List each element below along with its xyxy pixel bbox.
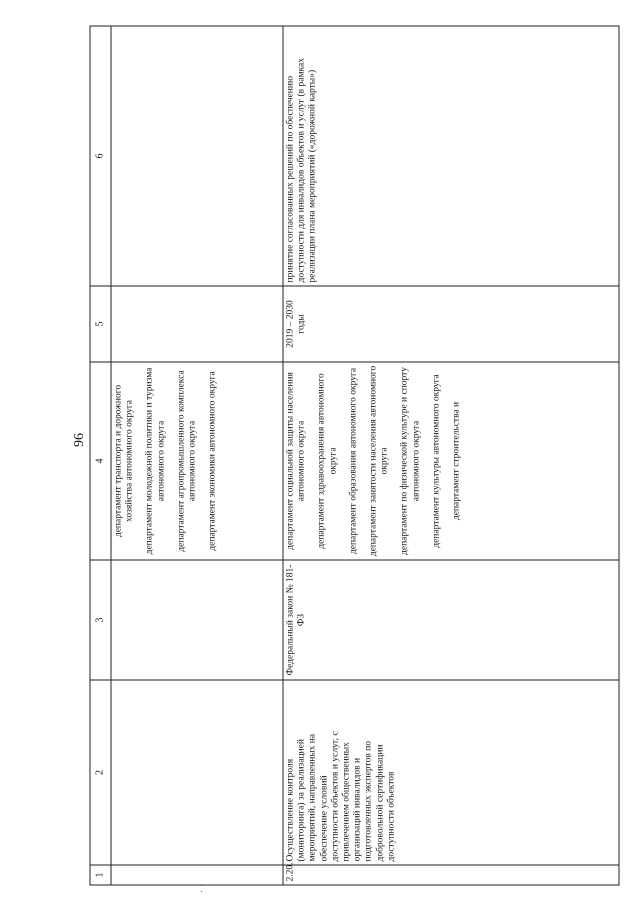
measure-line: доступности объектов и услуг, с xyxy=(329,730,340,861)
department-item: департамент культуры автономного округа xyxy=(430,373,441,548)
page-number: 96 xyxy=(72,433,87,447)
cell-result xyxy=(111,26,283,286)
col-header-2: 2 xyxy=(90,680,111,865)
cell-period: 2019 – 2030 годы xyxy=(283,286,619,362)
measure-line: (мониторинга) за реализацией xyxy=(296,738,307,861)
measure-line: привлечением общественных xyxy=(341,741,352,861)
measure-line: мероприятий, направленных на xyxy=(307,733,318,861)
measure-line: доступности объектов xyxy=(385,770,396,861)
table-row-2-20 xyxy=(283,26,619,885)
department-item: департамент по физической культуре и спорту автономного округа xyxy=(399,366,421,555)
department-item: департамент здравоохранения автономного округа xyxy=(316,372,338,549)
cell-basis xyxy=(111,560,283,680)
measure-line: подготовленных экспертов по xyxy=(363,740,374,861)
cell-result: принятие согласованных решений по обеспечению доступности для инвалидов объектов и услуг (в рамках реализации плана мероприятий («дорожной карты») xyxy=(283,26,619,286)
col-header-3: 3 xyxy=(90,560,111,680)
department-item: департамент агропромышленного комплекса автономного округа xyxy=(175,369,198,552)
cell-number xyxy=(111,865,283,885)
col-header-6: 6 xyxy=(90,26,111,286)
measure-line: добровольной сертификации xyxy=(374,744,385,861)
table-row-continued xyxy=(111,26,283,885)
table-container xyxy=(89,26,619,885)
col-header-5: 5 xyxy=(90,286,111,362)
cell-departments xyxy=(283,362,619,560)
measure-line: организаций инвалидов и xyxy=(352,757,363,861)
cell-measure xyxy=(283,680,619,865)
cell-basis: Федеральный закон № 181-ФЗ xyxy=(283,560,619,680)
header-row xyxy=(90,26,111,885)
col-header-1: 1 xyxy=(90,865,111,885)
department-item: департамент экономики автономного округа xyxy=(207,370,218,551)
activities-table xyxy=(89,25,619,885)
measure-line: обеспечение условий xyxy=(318,774,329,861)
scan-speck: ⁚ xyxy=(200,884,204,895)
department-item: департамент занятости населения автономного округа xyxy=(368,365,390,556)
department-item: департамент строительства и xyxy=(451,401,462,520)
cell-measure xyxy=(111,680,283,865)
measure-line: Осуществление контроля xyxy=(285,758,295,861)
col-header-4: 4 xyxy=(90,362,111,560)
department-item: департамент молодежной политики и туризма автономного округа xyxy=(144,367,166,554)
rotated-table xyxy=(89,26,619,885)
department-item: департамент образования автономного округа xyxy=(347,367,358,554)
department-item: департамент социальной защиты населения автономного округа xyxy=(285,371,307,550)
department-item: департамент транспорта и дорожного хозяйства автономного округа xyxy=(113,384,135,537)
cell-period xyxy=(111,286,283,362)
cell-number: 2.20. xyxy=(283,865,619,885)
cell-departments xyxy=(111,362,283,560)
